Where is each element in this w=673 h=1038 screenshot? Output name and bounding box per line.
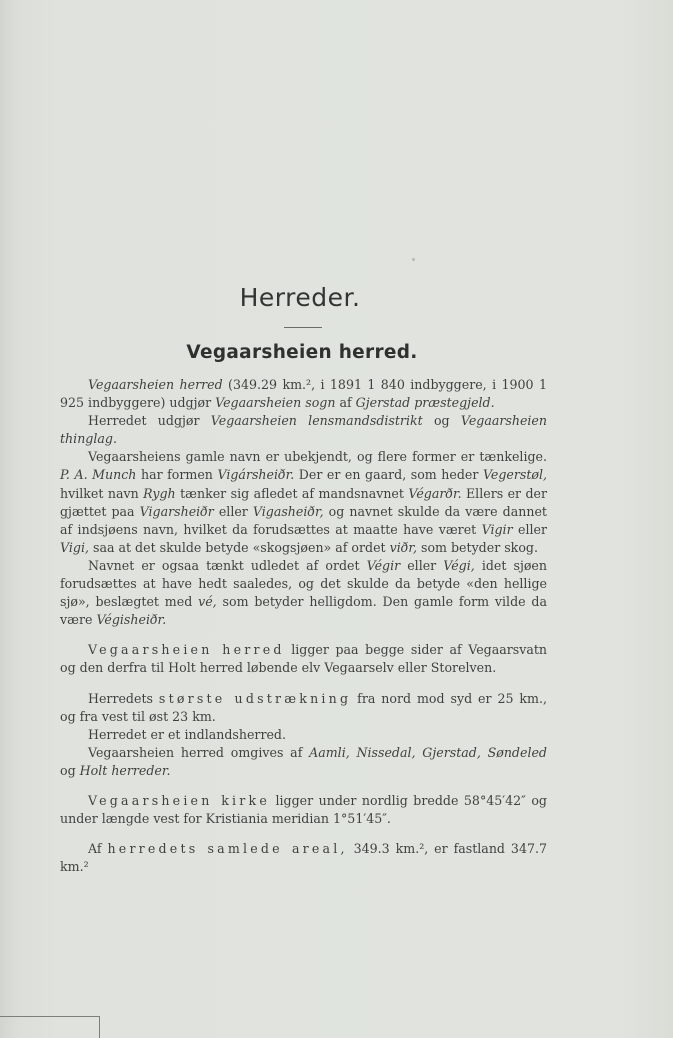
italic-term: Holt herreder. xyxy=(79,762,171,778)
spaced-emphasis: herredets samlede areal, xyxy=(107,841,348,857)
text-run: tænker sig afledet af mandsnavnet xyxy=(175,485,409,501)
text-run: som betyder helligdom. Den gamle form vilde da være xyxy=(60,594,547,628)
text-run: Af xyxy=(88,841,108,857)
text-run: eller xyxy=(400,557,444,573)
text-run: Herredet udgjør xyxy=(88,413,211,429)
spaced-emphasis: største udstrækning xyxy=(158,690,352,706)
ink-speck xyxy=(412,258,415,261)
text-run: som betyder skog. xyxy=(417,539,538,555)
text-run: og xyxy=(422,413,461,429)
italic-term: Vegaarsheien lensmandsdistrikt xyxy=(210,413,423,429)
text-run: fra nord mod syd er 25 km., og fra vest til øst 23 km. xyxy=(60,690,547,724)
page-title: Herreder. xyxy=(239,283,361,312)
text-run: Navnet er ogsaa tænkt udledet af ordet xyxy=(88,557,367,573)
paragraph xyxy=(60,690,547,726)
italic-term: Gjerstad præstegjeld. xyxy=(355,395,495,411)
paragraph xyxy=(60,376,547,412)
italic-term: Vegerstøl, xyxy=(482,467,548,483)
page-corner-frame xyxy=(0,1016,100,1038)
text-run: har formen xyxy=(136,467,218,483)
paragraph xyxy=(60,557,547,629)
text-run: Herredet er et indlandsherred. xyxy=(88,726,286,742)
text-run: eller xyxy=(512,521,547,537)
italic-term: Aamli, Nissedal, Gjerstad, Søndeled xyxy=(309,744,547,760)
text-run: ligger under nordlig bredde 58°45′42″ og under længde vest for Kristiania meridian 1°51′45″. xyxy=(60,792,547,827)
spaced-emphasis: Vegaarsheien kirke xyxy=(88,792,270,808)
italic-term: viðr, xyxy=(389,539,417,555)
italic-term: Vigasheiðr, xyxy=(252,503,324,519)
text-run: og xyxy=(60,762,80,778)
paragraph xyxy=(60,641,547,677)
text-run: Vegaarsheien herred omgives af xyxy=(88,744,310,760)
text-run: Ellers er der gjættet paa xyxy=(60,485,548,519)
paragraph xyxy=(60,744,547,780)
text-run: Herredets xyxy=(88,690,159,706)
italic-term: Vigarsheiðr xyxy=(139,503,214,519)
spaced-emphasis: Vegaarsheien herred xyxy=(88,642,285,658)
paragraph xyxy=(60,726,547,744)
italic-term: Vegaarsheien sogn xyxy=(215,395,336,411)
title-divider xyxy=(284,327,322,328)
italic-term: Végi, xyxy=(443,557,475,573)
italic-term: Vigi, xyxy=(60,539,89,555)
italic-term: Végir xyxy=(366,557,401,573)
text-run: Der er en gaard, som heder xyxy=(294,467,483,483)
text-run: idet sjøen forudsættes at have hedt saaledes, og det skulde da betyde «den hellige sjø», beslægtet med xyxy=(60,557,548,610)
paragraph xyxy=(60,792,547,828)
italic-term: Rygh xyxy=(143,485,176,501)
italic-term: Végisheiðr. xyxy=(96,612,167,628)
text-run: saa at det skulde betyde «skogsjøen» af ordet xyxy=(89,539,390,555)
italic-term: Vigársheiðr. xyxy=(217,467,295,483)
italic-term: Végarðr. xyxy=(408,485,462,501)
italic-term: vé, xyxy=(198,594,217,610)
paragraph xyxy=(60,840,547,876)
text-run: Vegaarsheiens gamle navn er ubekjendt, og flere former er tænkelige. xyxy=(88,449,547,465)
italic-term: Vegaarsheien herred xyxy=(88,377,223,392)
text-run: (349.29 km.², i 1891 1 840 indbyggere, i 1900 1 925 indbyggere) udgjør xyxy=(60,377,547,411)
section-title: Vegaarsheien herred. xyxy=(186,342,418,363)
text-run: af xyxy=(335,395,356,411)
text-run: og navnet skulde da være dannet af indsjøens navn, hvilket da forudsættes at maatte have været xyxy=(60,503,547,537)
body-text xyxy=(60,376,547,876)
italic-term: Vigir xyxy=(481,521,513,537)
text-run: 349.3 km.², er fastland 347.7 km.² xyxy=(60,841,547,875)
paragraph xyxy=(60,412,547,448)
italic-term: Vegaarsheien thinglag. xyxy=(60,413,547,447)
italic-term: P. A. Munch xyxy=(60,467,137,483)
text-run: ligger paa begge sider af Vegaarsvatn og den derfra til Holt herred løbende elv Vegaarselv eller Storelven. xyxy=(60,642,547,676)
text-run: hvilket navn xyxy=(60,485,144,501)
text-run: eller xyxy=(213,503,253,519)
paragraph xyxy=(60,448,547,557)
